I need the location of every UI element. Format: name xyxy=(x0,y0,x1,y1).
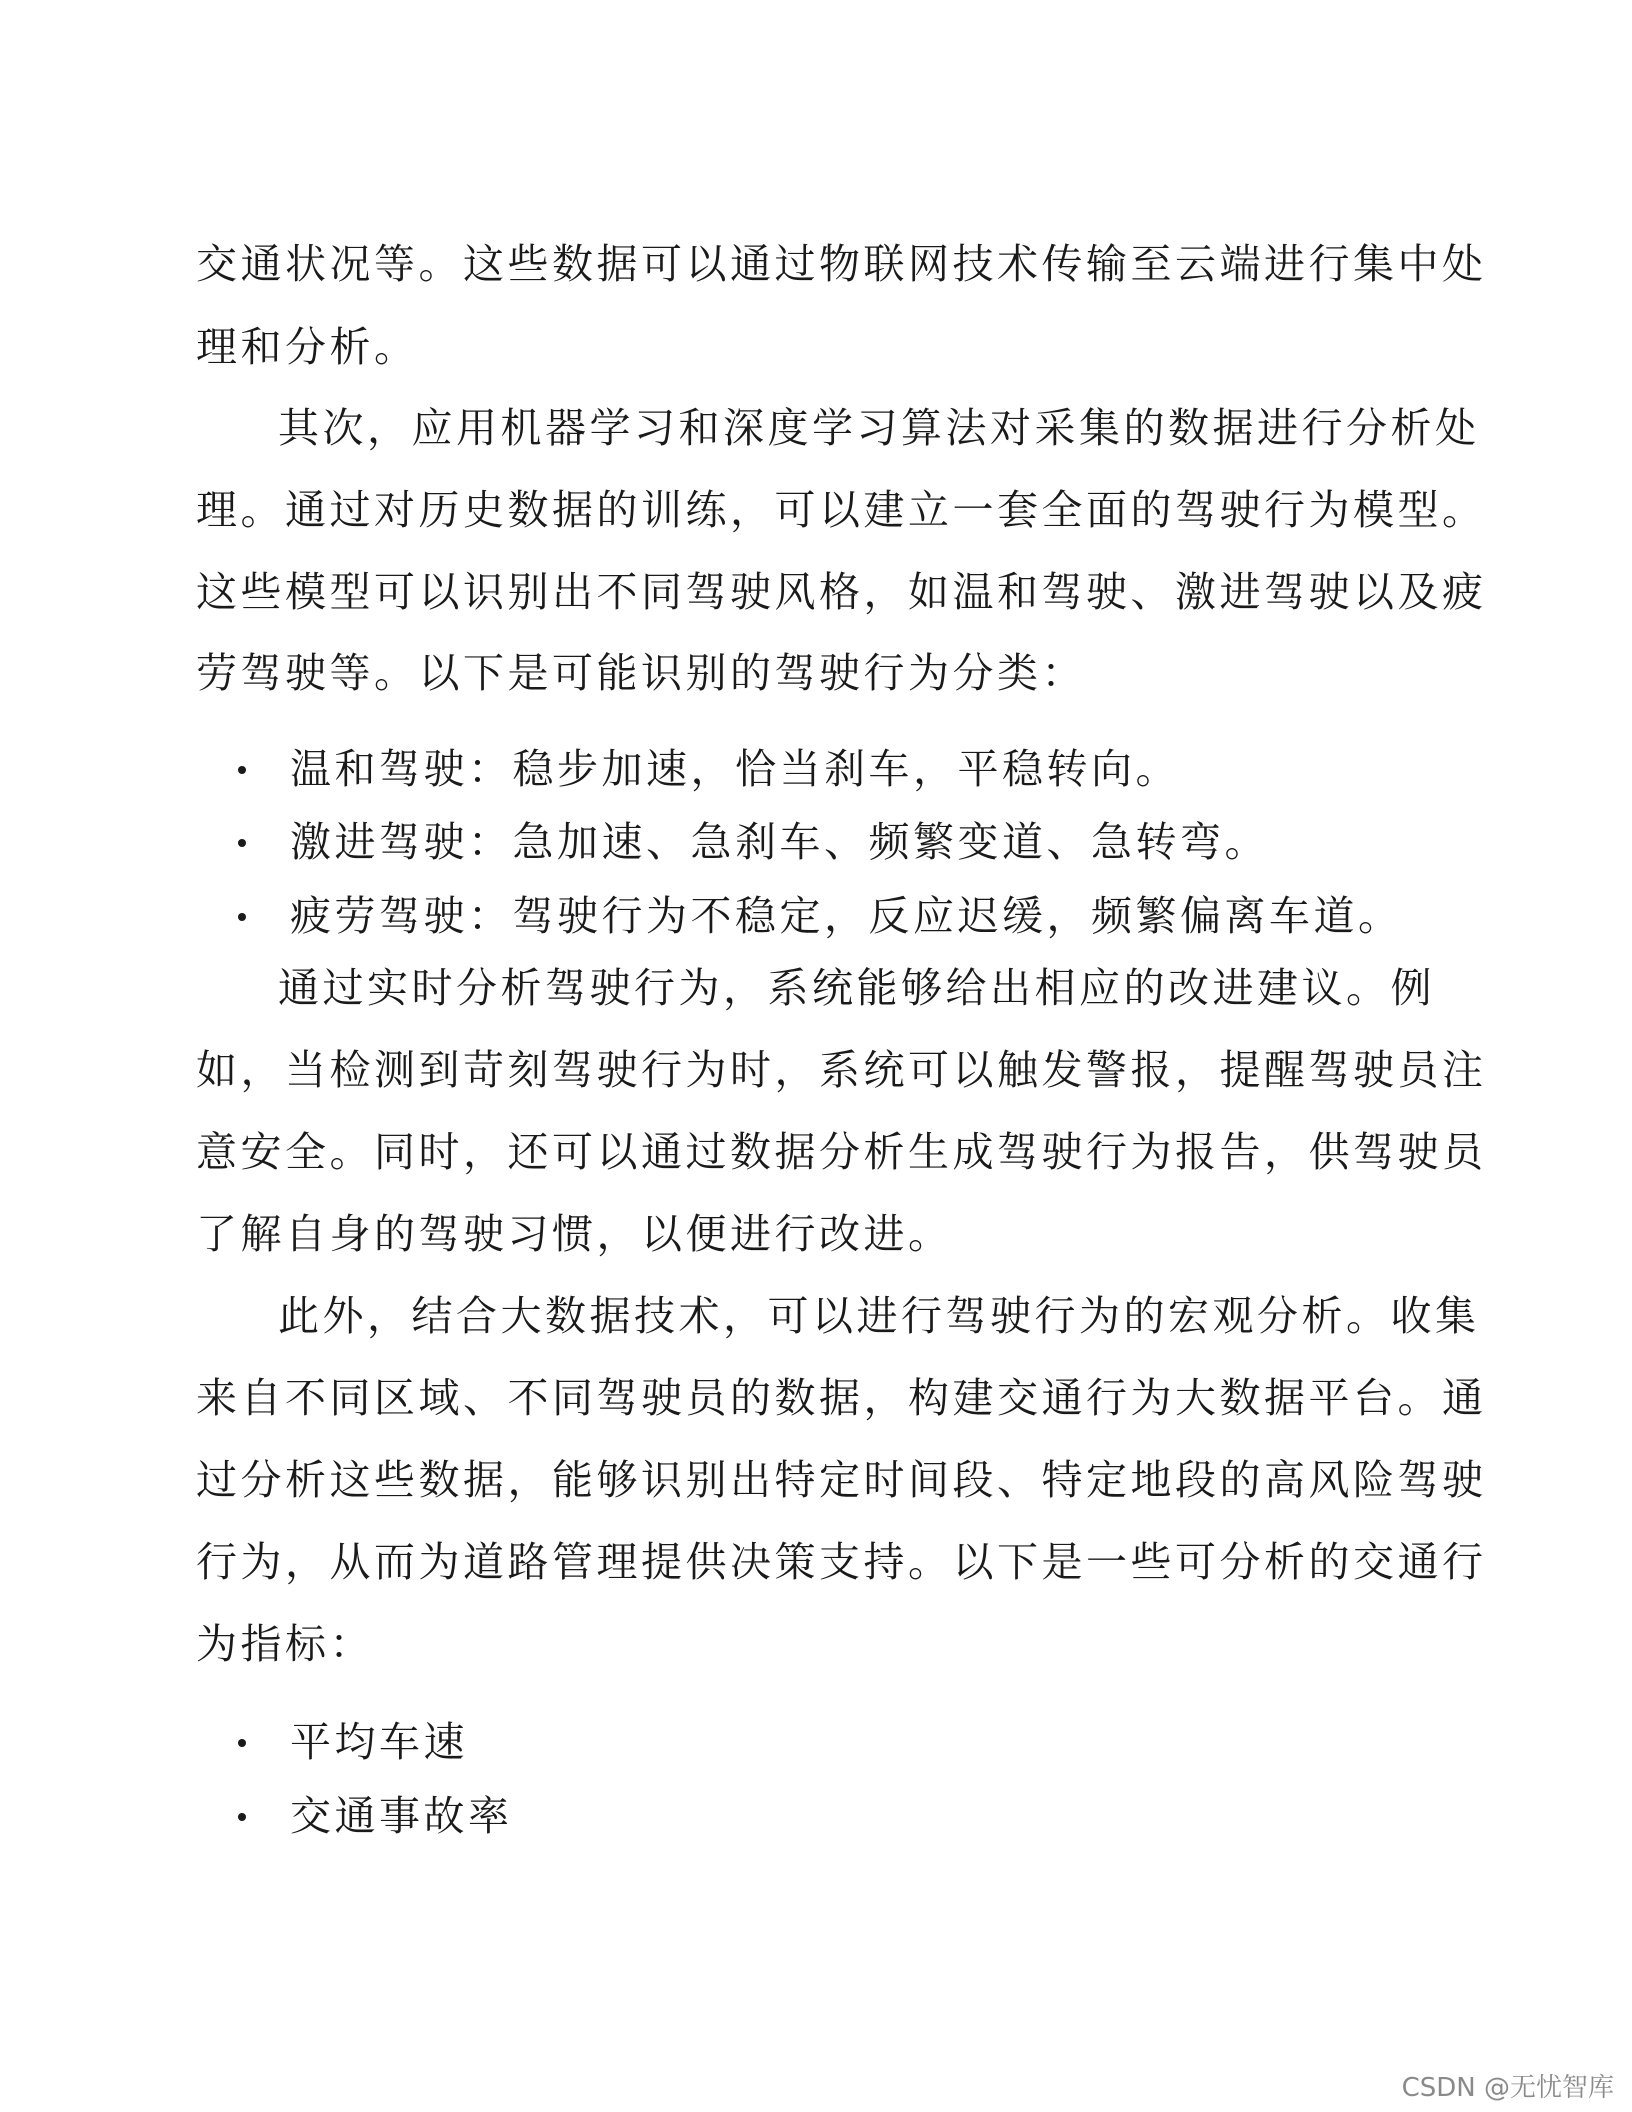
paragraph-3-line-3: 意安全。同时，还可以通过数据分析生成驾驶行为报告，供驾驶员 xyxy=(196,1128,1487,1176)
paragraph-2-line-2: 理。通过对历史数据的训练，可以建立一套全面的驾驶行为模型。 xyxy=(196,486,1487,534)
paragraph-3-line-4: 了解自身的驾驶习惯，以便进行改进。 xyxy=(196,1210,953,1258)
paragraph-2-line-3: 这些模型可以识别出不同驾驶风格，如温和驾驶、激进驾驶以及疲 xyxy=(196,568,1487,616)
bullet-dot xyxy=(238,1813,246,1821)
paragraph-3-line-1: 通过实时分析驾驶行为，系统能够给出相应的改进建议。例 xyxy=(278,964,1435,1012)
paragraph-4-line-1: 此外，结合大数据技术，可以进行驾驶行为的宏观分析。收集 xyxy=(278,1292,1480,1340)
indicator-list-item: 交通事故率 xyxy=(290,1792,513,1840)
paragraph-1-line-1: 交通状况等。这些数据可以通过物联网技术传输至云端进行集中处 xyxy=(196,240,1487,288)
paragraph-4-line-3: 过分析这些数据，能够识别出特定时间段、特定地段的高风险驾驶 xyxy=(196,1456,1487,1504)
bullet-dot xyxy=(238,913,246,921)
behavior-list-item: 疲劳驾驶：驾驶行为不稳定，反应迟缓，频繁偏离车道。 xyxy=(290,892,1403,940)
paragraph-1-line-2: 理和分析。 xyxy=(196,323,419,371)
paragraph-4-line-2: 来自不同区域、不同驾驶员的数据，构建交通行为大数据平台。通 xyxy=(196,1374,1487,1422)
csdn-watermark: CSDN @无忧智库 xyxy=(1401,2073,1614,2103)
behavior-list-item: 激进驾驶：急加速、急刹车、频繁变道、急转弯。 xyxy=(290,818,1269,866)
paragraph-2-line-1: 其次，应用机器学习和深度学习算法对采集的数据进行分析处 xyxy=(278,404,1480,452)
indicator-list-item: 平均车速 xyxy=(290,1718,468,1766)
paragraph-4-line-5: 为指标： xyxy=(196,1620,374,1668)
bullet-dot xyxy=(238,1739,246,1747)
behavior-list-item: 温和驾驶：稳步加速，恰当刹车，平稳转向。 xyxy=(290,745,1180,793)
paragraph-2-line-4: 劳驾驶等。以下是可能识别的驾驶行为分类： xyxy=(196,649,1086,697)
bullet-dot xyxy=(238,766,246,774)
paragraph-3-line-2: 如，当检测到苛刻驾驶行为时，系统可以触发警报，提醒驾驶员注 xyxy=(196,1046,1487,1094)
bullet-dot xyxy=(238,839,246,847)
paragraph-4-line-4: 行为，从而为道路管理提供决策支持。以下是一些可分析的交通行 xyxy=(196,1538,1487,1586)
